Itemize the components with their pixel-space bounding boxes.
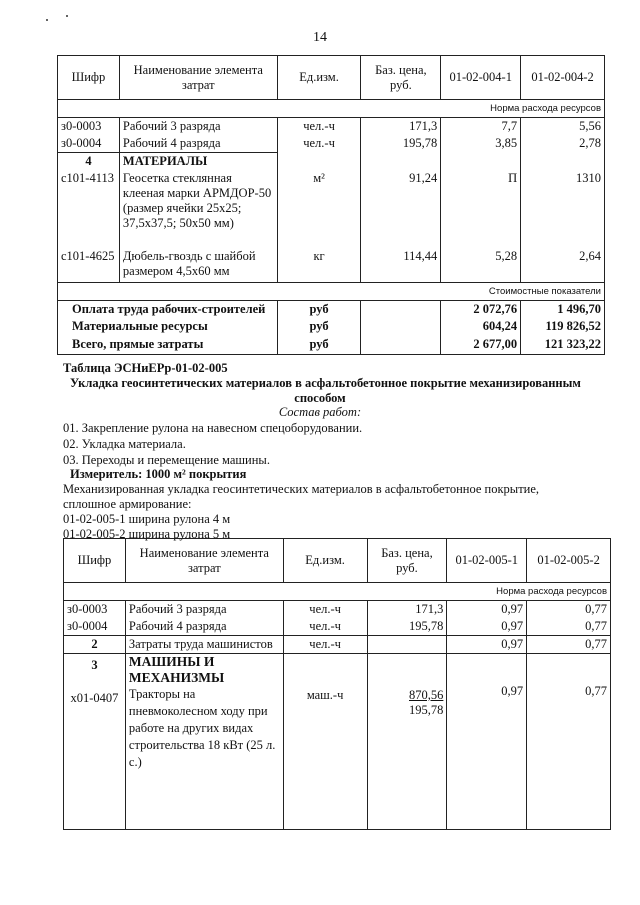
- section-heading-cont: способом: [294, 391, 346, 405]
- col-header-price: Баз. цена, руб.: [367, 539, 447, 583]
- col-header-unit: Ед.изм.: [277, 56, 361, 100]
- row-name: Дюбель-гвоздь с шайбой размером 4,5х60 мм: [119, 248, 277, 282]
- section-title: МАТЕРИАЛЫ: [119, 153, 277, 171]
- row-name: Рабочий 4 разряда: [119, 135, 277, 153]
- scan-speck: [46, 19, 48, 21]
- row-code: з0-0004: [64, 618, 126, 636]
- table-row: [58, 135, 605, 153]
- row-unit: чел.-ч: [283, 601, 367, 619]
- resource-table-01-02-004: [57, 55, 605, 355]
- totals-row: [58, 300, 605, 318]
- row-code: з0-0003: [58, 118, 120, 136]
- row-price: 870,56: [409, 688, 444, 702]
- col-header-name: Наименование элемента затрат: [119, 56, 277, 100]
- section-heading: Укладка геосинтетических материалов в асфальтобетонное покрытие механизированным: [70, 376, 581, 390]
- empty-cell: [361, 300, 441, 318]
- work-item: 02. Укладка материала.: [63, 437, 186, 451]
- cost-subheader: Стоимостные показатели: [58, 282, 605, 300]
- row-price: 114,44: [361, 248, 441, 282]
- col-header-price: Баз. цена, руб.: [361, 56, 441, 100]
- row-name: Геосетка стеклянная клееная марки АРМДОР-50 (размер ячейки 25х25; 37,5х37,5; 50х50 мм): [119, 170, 277, 248]
- row-price-secondary: 195,78: [409, 703, 444, 717]
- work-item: 03. Переходы и перемещение машины.: [63, 453, 270, 467]
- scan-speck: [66, 15, 68, 17]
- row-v2: 0,77: [527, 654, 611, 830]
- totals-row: [58, 318, 605, 336]
- row-v1: 5,28: [441, 248, 521, 282]
- total-unit: руб: [277, 318, 361, 336]
- description-cont: сплошное армирование:: [63, 497, 192, 511]
- table-row: [58, 170, 605, 248]
- subheader-row: [58, 100, 605, 118]
- total-unit: руб: [277, 300, 361, 318]
- total-v1: 2 072,76: [441, 300, 521, 318]
- work-item: 01. Закрепление рулона на навесном спецоборудовании.: [63, 421, 363, 435]
- row-unit: чел.-ч: [277, 118, 361, 136]
- col-header-code: Шифр: [64, 539, 126, 583]
- table-row: [64, 618, 611, 636]
- table-row: [64, 601, 611, 619]
- works-title: Состав работ:: [278, 405, 362, 419]
- meter-label: Измеритель: 1000 м² покрытия: [70, 467, 247, 481]
- section-number: 3: [91, 658, 98, 672]
- totals-row: [58, 336, 605, 354]
- row-v2: 5,56: [521, 118, 605, 136]
- total-label: Оплата труда рабочих-строителей: [58, 300, 278, 318]
- row-unit: чел.-ч: [283, 618, 367, 636]
- total-unit: руб: [277, 336, 361, 354]
- row-name: Затраты труда машинистов: [125, 636, 283, 654]
- row-v1: 0,97: [447, 618, 527, 636]
- row-name: Тракторы на пневмоколесном ходу при работе на других видах строительства 18 кВт (25 л. с.): [128, 687, 276, 769]
- empty-cell: [277, 153, 361, 171]
- row-v2: 0,77: [527, 601, 611, 619]
- table-header-row: [64, 539, 611, 583]
- subheader-row: [64, 583, 611, 601]
- empty-cell: [361, 153, 441, 171]
- section-number: 4: [58, 153, 120, 171]
- total-label: Всего, прямые затраты: [58, 336, 278, 354]
- variant-item: 01-02-005-1 ширина рулона 4 м: [63, 512, 231, 526]
- row-v1: 0,97: [447, 636, 527, 654]
- table-row: [58, 118, 605, 136]
- row-code: с101-4625: [58, 248, 120, 282]
- norm-subheader: Норма расхода ресурсов: [64, 583, 611, 601]
- resource-table-01-02-005: [63, 538, 611, 830]
- row-v1: 7,7: [441, 118, 521, 136]
- total-v1: 604,24: [441, 318, 521, 336]
- row-unit: чел.-ч: [277, 135, 361, 153]
- col-header-unit: Ед.изм.: [283, 539, 367, 583]
- total-v2: 1 496,70: [521, 300, 605, 318]
- machinist-row: [64, 636, 611, 654]
- machines-section-row: [64, 654, 611, 830]
- row-v1: 3,85: [441, 135, 521, 153]
- row-code: 2: [64, 636, 126, 654]
- row-unit: маш.-ч: [283, 654, 367, 830]
- row-price: 91,24: [361, 170, 441, 248]
- col-header-v1: 01-02-004-1: [441, 56, 521, 100]
- section-title: МАШИНЫ И МЕХАНИЗМЫ: [128, 654, 225, 685]
- page-number: 14: [313, 30, 327, 45]
- row-v2: 0,77: [527, 618, 611, 636]
- empty-cell: [521, 153, 605, 171]
- row-code: з0-0003: [64, 601, 126, 619]
- col-header-code: Шифр: [58, 56, 120, 100]
- row-name: Рабочий 4 разряда: [125, 618, 283, 636]
- norm-subheader: Норма расхода ресурсов: [58, 100, 605, 118]
- total-v1: 2 677,00: [441, 336, 521, 354]
- row-price: 171,3: [367, 601, 447, 619]
- row-price: 171,3: [361, 118, 441, 136]
- row-price: 195,78: [361, 135, 441, 153]
- table-row: [58, 248, 605, 282]
- empty-cell: [367, 636, 447, 654]
- total-label: Материальные ресурсы: [58, 318, 278, 336]
- col-header-v1: 01-02-005-1: [447, 539, 527, 583]
- total-v2: 121 323,22: [521, 336, 605, 354]
- materials-section-row: [58, 153, 605, 171]
- row-unit: чел.-ч: [283, 636, 367, 654]
- row-v2: 1310: [521, 170, 605, 248]
- row-v2: 2,78: [521, 135, 605, 153]
- row-code: з0-0004: [58, 135, 120, 153]
- subheader-row: [58, 282, 605, 300]
- table-title: Таблица ЭСНиЕРр-01-02-005: [63, 361, 228, 375]
- col-header-v2: 01-02-005-2: [527, 539, 611, 583]
- row-v1: 0,97: [447, 654, 527, 830]
- row-v2: 2,64: [521, 248, 605, 282]
- row-unit: кг: [277, 248, 361, 282]
- row-code: с101-4113: [58, 170, 120, 248]
- row-unit: м²: [277, 170, 361, 248]
- empty-cell: [441, 153, 521, 171]
- row-v1: П: [441, 170, 521, 248]
- description: Механизированная укладка геосинтетических материалов в асфальтобетонное покрытие,: [63, 482, 540, 496]
- machine-price-cell: [367, 654, 447, 830]
- row-name: Рабочий 3 разряда: [125, 601, 283, 619]
- machine-name-cell: [125, 654, 283, 830]
- total-v2: 119 826,52: [521, 318, 605, 336]
- row-v1: 0,97: [447, 601, 527, 619]
- empty-cell: [361, 336, 441, 354]
- col-header-name: Наименование элемента затрат: [125, 539, 283, 583]
- machine-code-cell: [64, 654, 126, 830]
- row-v2: 0,77: [527, 636, 611, 654]
- row-code: х01-0407: [70, 691, 119, 705]
- table-header-row: [58, 56, 605, 100]
- empty-cell: [361, 318, 441, 336]
- col-header-v2: 01-02-004-2: [521, 56, 605, 100]
- row-name: Рабочий 3 разряда: [119, 118, 277, 136]
- row-price: 195,78: [367, 618, 447, 636]
- variant-item: 01-02-005-2 ширина рулона 5 м: [63, 527, 231, 541]
